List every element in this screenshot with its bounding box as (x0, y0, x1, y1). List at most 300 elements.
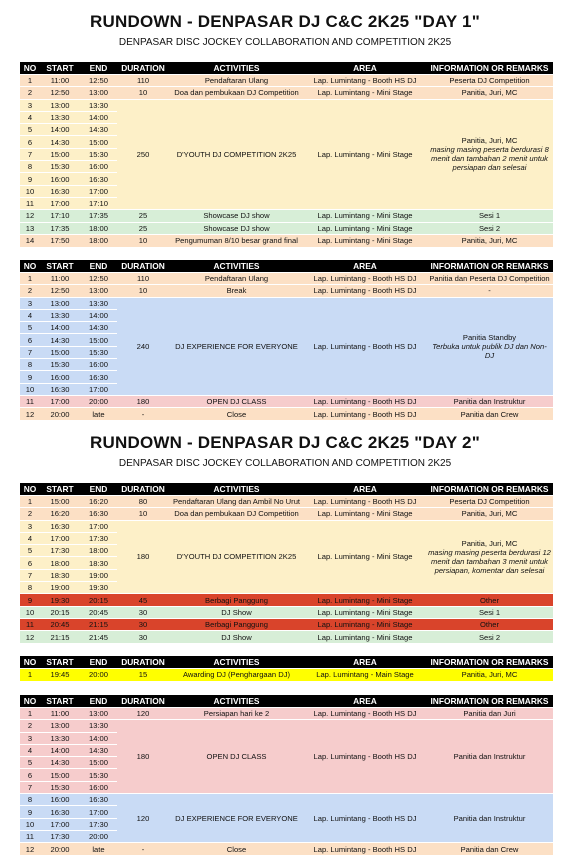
row-start-time: 13:30 (40, 309, 80, 321)
merged-dur: 250 (117, 99, 169, 210)
row-number: 5 (20, 545, 40, 557)
merged-info (426, 297, 553, 395)
row-start-time: 16:00 (40, 794, 80, 806)
row-end-time: 20:00 (80, 830, 117, 842)
row-start-time: 14:30 (40, 136, 80, 148)
row-area: Lap. Lumintang - Mini Stage (304, 618, 426, 630)
row-end-time: 18:00 (80, 222, 117, 234)
row-number: 8 (20, 359, 40, 371)
merged-area: Lap. Lumintang - Mini Stage (304, 520, 426, 594)
header-activities: ACTIVITIES (169, 695, 304, 708)
header-no: NO (20, 483, 40, 496)
row-number: 1 (20, 273, 40, 285)
header-start: START (40, 260, 80, 273)
day2-table-a (20, 482, 553, 643)
row-end-time: 20:00 (80, 669, 117, 681)
row-activity: Doa dan pembukaan DJ Competition (169, 508, 304, 520)
row-end-time: 13:30 (80, 720, 117, 732)
row-remarks: Panitia dan Crew (426, 408, 553, 420)
day2-table-b (20, 655, 553, 681)
row-number: 10 (20, 818, 40, 830)
row-remarks: Peserta DJ Competition (426, 496, 553, 508)
row-number: 2 (20, 87, 40, 99)
row-end-time: 16:30 (80, 371, 117, 383)
row-number: 12 (20, 408, 40, 420)
row-number: 6 (20, 334, 40, 346)
row-number: 11 (20, 197, 40, 209)
row-end-time: 20:45 (80, 606, 117, 618)
merged-info (426, 99, 553, 210)
row-area: Lap. Lumintang - Mini Stage (304, 87, 426, 99)
header-end: END (80, 656, 117, 669)
row-number: 7 (20, 781, 40, 793)
row-start-time: 20:45 (40, 618, 80, 630)
row-start-time: 19:30 (40, 594, 80, 606)
row-end-time: 17:00 (80, 520, 117, 532)
table-row (20, 594, 553, 606)
row-activity: Awarding DJ (Penghargaan DJ) (169, 669, 304, 681)
row-number: 7 (20, 569, 40, 581)
row-duration: 120 (117, 708, 169, 720)
merged-area: Lap. Lumintang - Mini Stage (304, 99, 426, 210)
row-area: Lap. Lumintang - Main Stage (304, 669, 426, 681)
row-start-time: 15:30 (40, 781, 80, 793)
row-end-time: 19:00 (80, 569, 117, 581)
row-area: Lap. Lumintang - Mini Stage (304, 606, 426, 618)
row-end-time: 13:00 (80, 87, 117, 99)
row-end-time: 21:15 (80, 618, 117, 630)
table-row (20, 285, 553, 297)
row-duration: 180 (117, 395, 169, 407)
row-start-time: 21:15 (40, 631, 80, 643)
row-number: 12 (20, 843, 40, 855)
table-row (20, 631, 553, 643)
row-activity: Close (169, 408, 304, 420)
row-start-time: 15:00 (40, 769, 80, 781)
row-start-time: 14:30 (40, 334, 80, 346)
row-remarks: Panitia, Juri, MC (426, 669, 553, 681)
table-row (20, 669, 553, 681)
header-activities: ACTIVITIES (169, 656, 304, 669)
table-header-row (20, 62, 553, 75)
table-row (20, 395, 553, 407)
row-start-time: 17:30 (40, 545, 80, 557)
row-duration: 15 (117, 669, 169, 681)
row-activity: Showcase DJ show (169, 222, 304, 234)
row-remarks: Panitia, Juri, MC (426, 508, 553, 520)
table-header-row (20, 483, 553, 496)
row-number: 11 (20, 618, 40, 630)
row-number: 4 (20, 309, 40, 321)
day2-subtitle: DENPASAR DISC JOCKEY COLLABORATION AND COMPETITION 2K25 (118, 458, 452, 469)
row-area: Lap. Lumintang - Mini Stage (304, 234, 426, 246)
row-duration: 10 (117, 285, 169, 297)
row-number: 13 (20, 222, 40, 234)
table-row (20, 408, 553, 420)
table-header-row (20, 695, 553, 708)
day1-title: RUNDOWN - DENPASAR DJ C&C 2K25 "DAY 1" (90, 12, 480, 31)
row-end-time: 12:50 (80, 273, 117, 285)
header-info: INFORMATION OR REMARKS (426, 695, 553, 708)
row-end-time: 12:50 (80, 75, 117, 87)
row-number: 9 (20, 594, 40, 606)
row-start-time: 20:15 (40, 606, 80, 618)
row-duration: 10 (117, 87, 169, 99)
merged-act: DJ EXPERIENCE FOR EVERYONE (169, 794, 304, 843)
row-number: 7 (20, 346, 40, 358)
row-remarks: Panitia dan Crew (426, 843, 553, 855)
row-start-time: 19:45 (40, 669, 80, 681)
row-number: 4 (20, 111, 40, 123)
merged-info: Panitia dan Instruktur (426, 720, 553, 794)
header-start: START (40, 62, 80, 75)
row-activity: Berbagi Panggung (169, 618, 304, 630)
row-number: 2 (20, 285, 40, 297)
row-end-time: 15:30 (80, 769, 117, 781)
row-end-time: 13:30 (80, 99, 117, 111)
row-end-time: 14:30 (80, 744, 117, 756)
row-area: Lap. Lumintang - Booth HS DJ (304, 395, 426, 407)
table-row (20, 496, 553, 508)
row-duration: 110 (117, 75, 169, 87)
header-duration: DURATION (117, 260, 169, 273)
row-area: Lap. Lumintang - Booth HS DJ (304, 285, 426, 297)
row-start-time: 17:10 (40, 210, 80, 222)
row-end-time: 19:30 (80, 582, 117, 594)
row-start-time: 15:00 (40, 346, 80, 358)
row-end-time: 17:00 (80, 383, 117, 395)
row-start-time: 16:30 (40, 185, 80, 197)
row-start-time: 16:00 (40, 371, 80, 383)
merged-info-line2: masing masing peserta berdurasi 8 menit dan tambahan 2 menit untuk persiapan dan selesai (430, 145, 549, 173)
row-number: 10 (20, 606, 40, 618)
merged-info-line2: Terbuka untuk publik DJ dan Non-DJ (432, 341, 547, 360)
row-start-time: 13:00 (40, 720, 80, 732)
table-row (20, 297, 553, 309)
header-no: NO (20, 62, 40, 75)
row-start-time: 14:00 (40, 744, 80, 756)
row-number: 8 (20, 794, 40, 806)
row-activity: Close (169, 843, 304, 855)
day2-table-c (20, 694, 553, 855)
merged-info: Panitia dan Instruktur (426, 794, 553, 843)
header-activities: ACTIVITIES (169, 483, 304, 496)
row-start-time: 18:00 (40, 557, 80, 569)
row-number: 5 (20, 322, 40, 334)
table-row (20, 210, 553, 222)
header-info: INFORMATION OR REMARKS (426, 483, 553, 496)
merged-dur: 240 (117, 297, 169, 395)
row-duration: 30 (117, 618, 169, 630)
row-start-time: 13:00 (40, 297, 80, 309)
row-remarks: Sesi 2 (426, 222, 553, 234)
row-remarks: Sesi 2 (426, 631, 553, 643)
header-activities: ACTIVITIES (169, 62, 304, 75)
header-no: NO (20, 260, 40, 273)
row-end-time: late (80, 408, 117, 420)
row-activity: Pendaftaran Ulang (169, 273, 304, 285)
table-row (20, 606, 553, 618)
row-start-time: 12:50 (40, 87, 80, 99)
row-start-time: 18:30 (40, 569, 80, 581)
row-start-time: 11:00 (40, 75, 80, 87)
row-end-time: 13:00 (80, 285, 117, 297)
header-info: INFORMATION OR REMARKS (426, 62, 553, 75)
row-start-time: 15:30 (40, 359, 80, 371)
row-remarks: Panitia dan Peserta DJ Competition (426, 273, 553, 285)
row-start-time: 13:30 (40, 732, 80, 744)
header-info: INFORMATION OR REMARKS (426, 260, 553, 273)
row-start-time: 17:50 (40, 234, 80, 246)
header-duration: DURATION (117, 62, 169, 75)
row-area: Lap. Lumintang - Booth HS DJ (304, 273, 426, 285)
row-start-time: 15:30 (40, 161, 80, 173)
merged-dur: 180 (117, 520, 169, 594)
row-start-time: 17:00 (40, 395, 80, 407)
table-row (20, 618, 553, 630)
row-duration: 10 (117, 234, 169, 246)
row-activity: Pengumuman 8/10 besar grand final (169, 234, 304, 246)
row-number: 7 (20, 148, 40, 160)
row-activity: Pendaftaran Ulang dan Ambil No Urut (169, 496, 304, 508)
row-end-time: 15:00 (80, 334, 117, 346)
table-row (20, 234, 553, 246)
row-end-time: 16:00 (80, 781, 117, 793)
table-row (20, 520, 553, 532)
row-duration: - (117, 843, 169, 855)
header-duration: DURATION (117, 656, 169, 669)
row-start-time: 20:00 (40, 843, 80, 855)
row-number: 3 (20, 520, 40, 532)
row-start-time: 17:35 (40, 222, 80, 234)
row-number: 3 (20, 99, 40, 111)
row-end-time: 18:00 (80, 545, 117, 557)
row-start-time: 14:30 (40, 757, 80, 769)
row-activity: DJ Show (169, 631, 304, 643)
row-start-time: 17:00 (40, 197, 80, 209)
row-start-time: 16:20 (40, 508, 80, 520)
header-info: INFORMATION OR REMARKS (426, 656, 553, 669)
row-number: 1 (20, 669, 40, 681)
header-duration: DURATION (117, 695, 169, 708)
row-end-time: 16:00 (80, 161, 117, 173)
table-row (20, 794, 553, 806)
row-end-time: 20:15 (80, 594, 117, 606)
row-number: 12 (20, 210, 40, 222)
row-start-time: 20:00 (40, 408, 80, 420)
row-activity: DJ Show (169, 606, 304, 618)
row-start-time: 15:00 (40, 496, 80, 508)
merged-info-line1: Panitia Standby (462, 332, 517, 342)
merged-act: D'YOUTH DJ COMPETITION 2K25 (169, 99, 304, 210)
row-end-time: 13:30 (80, 297, 117, 309)
row-end-time: 14:30 (80, 124, 117, 136)
header-area: AREA (304, 62, 426, 75)
row-start-time: 16:30 (40, 806, 80, 818)
row-duration: - (117, 408, 169, 420)
row-end-time: 16:30 (80, 794, 117, 806)
row-remarks: Peserta DJ Competition (426, 75, 553, 87)
row-activity: OPEN DJ CLASS (169, 395, 304, 407)
row-start-time: 14:00 (40, 124, 80, 136)
row-remarks: Sesi 1 (426, 210, 553, 222)
header-area: AREA (304, 260, 426, 273)
row-end-time: 15:30 (80, 148, 117, 160)
day1-table-b (20, 259, 553, 420)
row-number: 6 (20, 769, 40, 781)
merged-act: OPEN DJ CLASS (169, 720, 304, 794)
row-number: 1 (20, 496, 40, 508)
merged-act: DJ EXPERIENCE FOR EVERYONE (169, 297, 304, 395)
merged-act: D'YOUTH DJ COMPETITION 2K25 (169, 520, 304, 594)
day1-table-a (20, 61, 553, 247)
row-end-time: 16:20 (80, 496, 117, 508)
merged-dur: 120 (117, 794, 169, 843)
row-number: 4 (20, 532, 40, 544)
header-start: START (40, 695, 80, 708)
row-activity: Berbagi Panggung (169, 594, 304, 606)
row-duration: 25 (117, 210, 169, 222)
row-number: 6 (20, 557, 40, 569)
merged-area: Lap. Lumintang - Booth HS DJ (304, 794, 426, 843)
header-end: END (80, 62, 117, 75)
row-end-time: 16:00 (80, 359, 117, 371)
row-number: 9 (20, 173, 40, 185)
table-row (20, 75, 553, 87)
table-header-row (20, 260, 553, 273)
row-end-time: 17:30 (80, 532, 117, 544)
row-activity: Break (169, 285, 304, 297)
row-number: 5 (20, 124, 40, 136)
header-area: AREA (304, 656, 426, 669)
row-duration: 110 (117, 273, 169, 285)
table-row (20, 508, 553, 520)
row-number: 8 (20, 582, 40, 594)
row-end-time: 17:00 (80, 185, 117, 197)
row-number: 1 (20, 708, 40, 720)
table-header-row (20, 656, 553, 669)
merged-info-line1: Panitia, Juri, MC (461, 538, 518, 548)
row-end-time: 15:00 (80, 757, 117, 769)
table-row (20, 222, 553, 234)
row-end-time: 14:30 (80, 322, 117, 334)
row-number: 11 (20, 830, 40, 842)
row-end-time: 18:00 (80, 234, 117, 246)
row-end-time: 17:10 (80, 197, 117, 209)
row-start-time: 16:30 (40, 520, 80, 532)
row-area: Lap. Lumintang - Booth HS DJ (304, 708, 426, 720)
row-activity: Persiapan hari ke 2 (169, 708, 304, 720)
row-remarks: Panitia dan Instruktur (426, 395, 553, 407)
row-end-time: 17:35 (80, 210, 117, 222)
row-number: 2 (20, 508, 40, 520)
header-duration: DURATION (117, 483, 169, 496)
row-number: 10 (20, 383, 40, 395)
row-remarks: Sesi 1 (426, 606, 553, 618)
row-start-time: 11:00 (40, 273, 80, 285)
row-number: 9 (20, 806, 40, 818)
row-activity: Pendaftaran Ulang (169, 75, 304, 87)
row-number: 12 (20, 631, 40, 643)
row-remarks: Other (426, 618, 553, 630)
merged-info (426, 520, 553, 594)
header-end: END (80, 483, 117, 496)
row-area: Lap. Lumintang - Mini Stage (304, 508, 426, 520)
header-no: NO (20, 695, 40, 708)
row-activity: Showcase DJ show (169, 210, 304, 222)
row-number: 2 (20, 720, 40, 732)
row-start-time: 14:00 (40, 322, 80, 334)
row-area: Lap. Lumintang - Mini Stage (304, 631, 426, 643)
merged-info-line2: masing masing peserta berdurasi 12 menit dan tambahan 3 menit untuk persiapan, komentar dan selesai (428, 547, 551, 575)
row-area: Lap. Lumintang - Booth HS DJ (304, 408, 426, 420)
header-area: AREA (304, 695, 426, 708)
row-end-time: 17:00 (80, 806, 117, 818)
row-start-time: 17:30 (40, 830, 80, 842)
row-number: 3 (20, 732, 40, 744)
row-remarks: Panitia, Juri, MC (426, 234, 553, 246)
header-start: START (40, 656, 80, 669)
table-row (20, 273, 553, 285)
row-end-time: 14:00 (80, 732, 117, 744)
row-number: 11 (20, 395, 40, 407)
row-end-time: 14:00 (80, 111, 117, 123)
row-duration: 30 (117, 631, 169, 643)
header-end: END (80, 695, 117, 708)
row-number: 9 (20, 371, 40, 383)
header-activities: ACTIVITIES (169, 260, 304, 273)
row-activity: Doa dan pembukaan DJ Competition (169, 87, 304, 99)
row-start-time: 17:00 (40, 818, 80, 830)
row-end-time: 13:00 (80, 708, 117, 720)
row-remarks: Other (426, 594, 553, 606)
row-area: Lap. Lumintang - Mini Stage (304, 594, 426, 606)
row-number: 10 (20, 185, 40, 197)
table-row (20, 87, 553, 99)
row-start-time: 15:00 (40, 148, 80, 160)
row-duration: 30 (117, 606, 169, 618)
row-end-time: late (80, 843, 117, 855)
row-duration: 10 (117, 508, 169, 520)
row-start-time: 12:50 (40, 285, 80, 297)
row-start-time: 16:00 (40, 173, 80, 185)
row-number: 5 (20, 757, 40, 769)
row-start-time: 16:30 (40, 383, 80, 395)
table-row (20, 708, 553, 720)
row-number: 4 (20, 744, 40, 756)
table-row (20, 843, 553, 855)
merged-dur: 180 (117, 720, 169, 794)
row-end-time: 17:30 (80, 818, 117, 830)
merged-info-line1: Panitia, Juri, MC (461, 136, 518, 146)
row-end-time: 14:00 (80, 309, 117, 321)
row-number: 3 (20, 297, 40, 309)
row-number: 6 (20, 136, 40, 148)
row-end-time: 15:00 (80, 136, 117, 148)
row-end-time: 15:30 (80, 346, 117, 358)
header-no: NO (20, 656, 40, 669)
row-area: Lap. Lumintang - Booth HS DJ (304, 843, 426, 855)
row-remarks: Panitia dan Juri (426, 708, 553, 720)
row-end-time: 16:30 (80, 173, 117, 185)
row-end-time: 18:30 (80, 557, 117, 569)
row-end-time: 16:30 (80, 508, 117, 520)
row-number: 1 (20, 75, 40, 87)
table-row (20, 720, 553, 732)
row-remarks: Panitia, Juri, MC (426, 87, 553, 99)
row-area: Lap. Lumintang - Mini Stage (304, 210, 426, 222)
day1-subtitle: DENPASAR DISC JOCKEY COLLABORATION AND COMPETITION 2K25 (118, 37, 452, 48)
